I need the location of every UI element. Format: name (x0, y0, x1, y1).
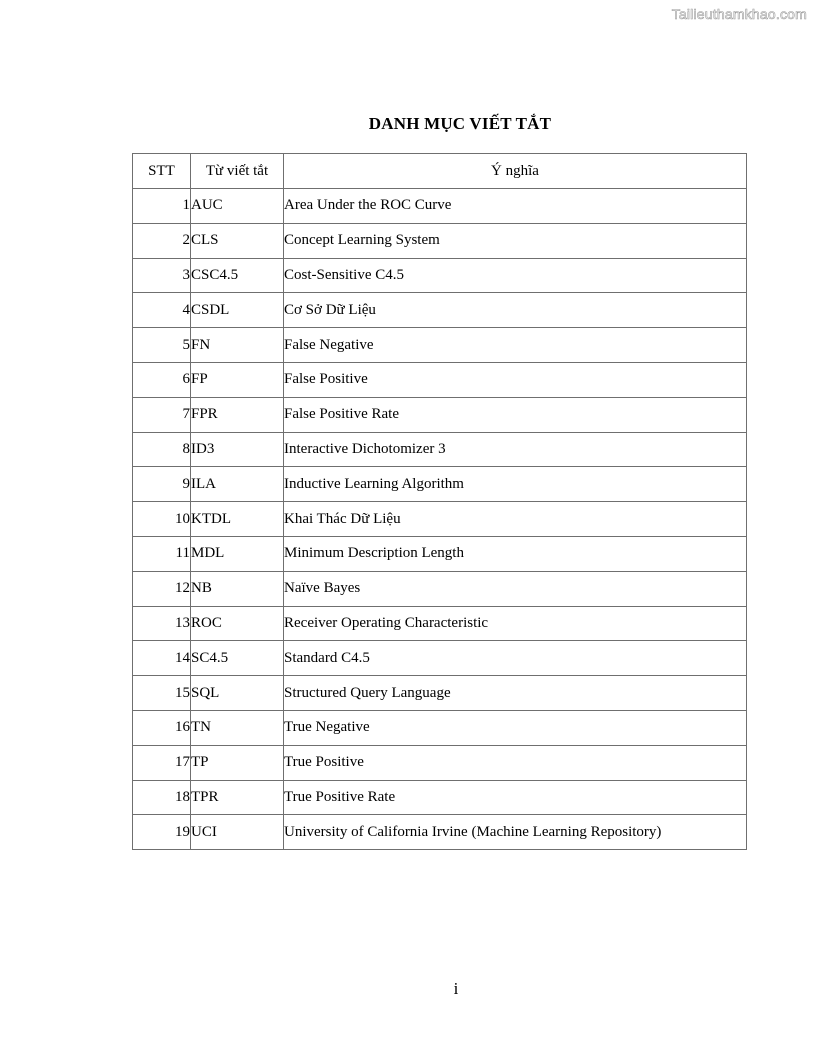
row-stt: 13 (133, 606, 191, 641)
row-abbreviation: TP (191, 745, 284, 780)
row-stt: 8 (133, 432, 191, 467)
table-row (133, 606, 747, 641)
table-header-row (133, 154, 747, 189)
row-abbreviation: SQL (191, 676, 284, 711)
row-stt: 1 (133, 189, 191, 224)
row-meaning: Inductive Learning Algorithm (284, 467, 747, 502)
row-meaning: Khai Thác Dữ Liệu (284, 502, 747, 537)
row-abbreviation: FP (191, 362, 284, 397)
row-abbreviation: CSC4.5 (191, 258, 284, 293)
table-body (133, 189, 747, 850)
row-meaning: Standard C4.5 (284, 641, 747, 676)
row-meaning: True Negative (284, 710, 747, 745)
header-stt: STT (133, 154, 191, 189)
table-row (133, 397, 747, 432)
table-row (133, 467, 747, 502)
table-row (133, 362, 747, 397)
row-stt: 14 (133, 641, 191, 676)
row-meaning: False Negative (284, 328, 747, 363)
row-stt: 2 (133, 223, 191, 258)
row-meaning: Minimum Description Length (284, 536, 747, 571)
row-stt: 11 (133, 536, 191, 571)
row-abbreviation: TN (191, 710, 284, 745)
row-stt: 16 (133, 710, 191, 745)
row-meaning: True Positive Rate (284, 780, 747, 815)
row-stt: 15 (133, 676, 191, 711)
table-row (133, 571, 747, 606)
page-title: DANH MỤC VIẾT TẮT (368, 114, 552, 133)
row-meaning: Naïve Bayes (284, 571, 747, 606)
row-abbreviation: SC4.5 (191, 641, 284, 676)
table-row (133, 258, 747, 293)
row-stt: 7 (133, 397, 191, 432)
row-meaning: Interactive Dichotomizer 3 (284, 432, 747, 467)
row-abbreviation: KTDL (191, 502, 284, 537)
row-meaning: Cost-Sensitive C4.5 (284, 258, 747, 293)
row-stt: 18 (133, 780, 191, 815)
row-stt: 12 (133, 571, 191, 606)
table-row (133, 432, 747, 467)
row-stt: 3 (133, 258, 191, 293)
row-abbreviation: UCI (191, 815, 284, 850)
row-meaning: False Positive (284, 362, 747, 397)
header-meaning: Ý nghĩa (284, 154, 747, 189)
row-stt: 17 (133, 745, 191, 780)
row-abbreviation: ILA (191, 467, 284, 502)
row-abbreviation: CLS (191, 223, 284, 258)
row-abbreviation: AUC (191, 189, 284, 224)
table-row (133, 815, 747, 850)
table-row (133, 293, 747, 328)
table-row (133, 745, 747, 780)
table-row (133, 536, 747, 571)
row-abbreviation: FPR (191, 397, 284, 432)
table-row (133, 676, 747, 711)
table-row (133, 502, 747, 537)
row-abbreviation: MDL (191, 536, 284, 571)
row-stt: 19 (133, 815, 191, 850)
row-meaning: Area Under the ROC Curve (284, 189, 747, 224)
row-abbreviation: TPR (191, 780, 284, 815)
header-abbreviation: Từ viết tắt (191, 154, 284, 189)
page-number: i (453, 979, 459, 998)
row-meaning: University of California Irvine (Machine Learning Repository) (284, 815, 747, 850)
row-stt: 5 (133, 328, 191, 363)
abbreviation-table (132, 153, 747, 850)
table-row (133, 223, 747, 258)
row-stt: 6 (133, 362, 191, 397)
row-stt: 9 (133, 467, 191, 502)
row-abbreviation: CSDL (191, 293, 284, 328)
row-meaning: Receiver Operating Characteristic (284, 606, 747, 641)
row-meaning: False Positive Rate (284, 397, 747, 432)
row-abbreviation: NB (191, 571, 284, 606)
table-row (133, 710, 747, 745)
table-row (133, 641, 747, 676)
row-meaning: True Positive (284, 745, 747, 780)
row-abbreviation: FN (191, 328, 284, 363)
watermark: Tailieuthamkhao.com (671, 6, 807, 22)
row-meaning: Concept Learning System (284, 223, 747, 258)
row-abbreviation: ID3 (191, 432, 284, 467)
row-meaning: Cơ Sở Dữ Liệu (284, 293, 747, 328)
table-row (133, 328, 747, 363)
table-header (133, 154, 747, 189)
row-stt: 10 (133, 502, 191, 537)
row-abbreviation: ROC (191, 606, 284, 641)
row-meaning: Structured Query Language (284, 676, 747, 711)
table-row (133, 189, 747, 224)
table-row (133, 780, 747, 815)
row-stt: 4 (133, 293, 191, 328)
